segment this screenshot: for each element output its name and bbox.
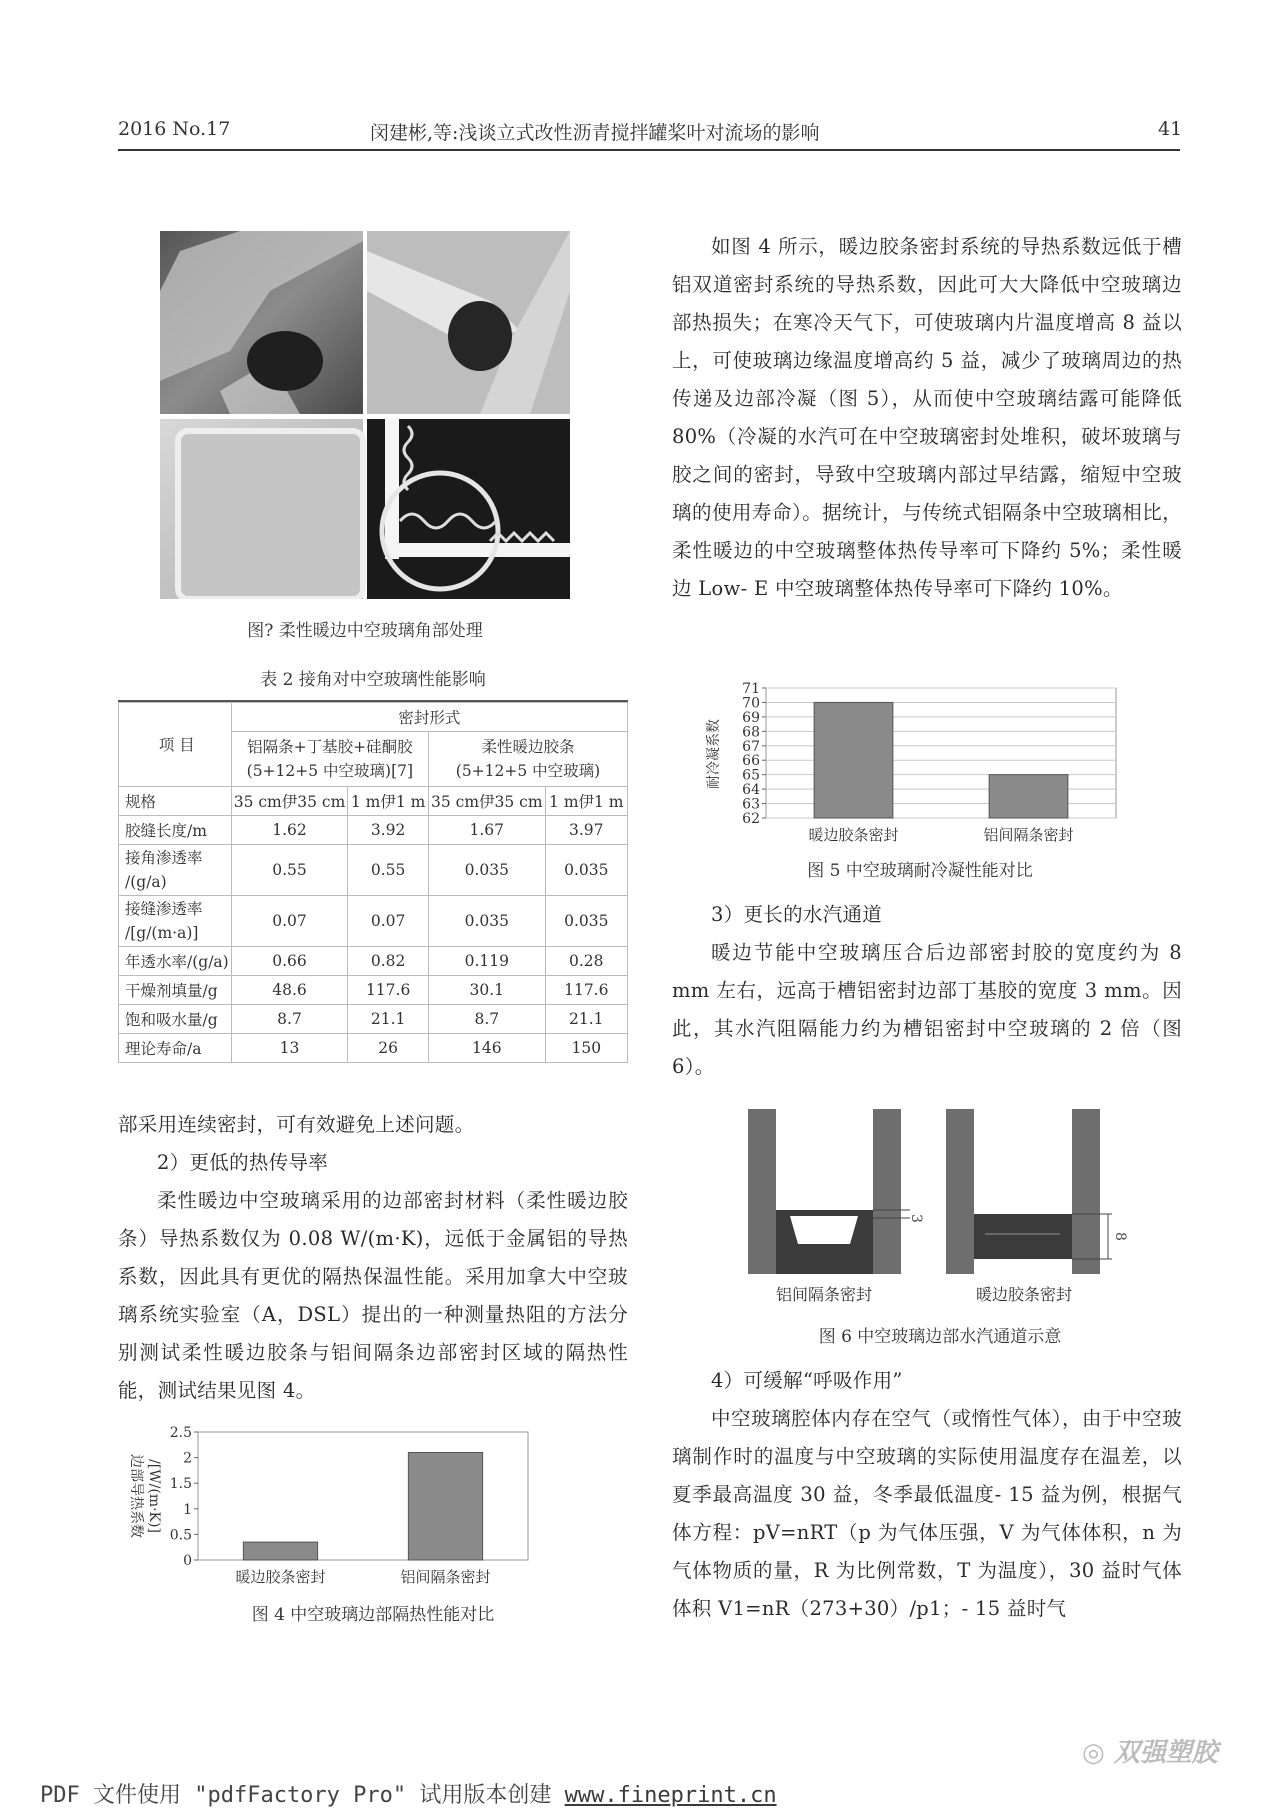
figure-3-caption: 图? 柔性暖边中空玻璃角部处理 <box>247 621 483 641</box>
running-title: 闵建彬,等:浅谈立式改性沥青搅拌罐桨叶对流场的影响 <box>370 122 820 144</box>
table-cell: 48.6 <box>231 976 348 1005</box>
bar <box>243 1542 317 1560</box>
table-cell: 0.035 <box>429 845 546 896</box>
table-cell: 0.035 <box>545 845 627 896</box>
table-2-title: 表 2 接角对中空玻璃性能影响 <box>260 670 486 690</box>
figure-4-caption: 图 4 中空玻璃边部隔热性能对比 <box>251 1605 495 1625</box>
table-cell: 1 m伊1 m <box>545 787 627 816</box>
figure-3-photos <box>160 231 570 599</box>
section-heading: 4）可缓解“呼吸作用” <box>711 1369 903 1392</box>
figure-4-chart <box>118 1420 628 1600</box>
table-cell: 117.6 <box>348 976 429 1005</box>
table-row-label: 干燥剂填量/g <box>119 976 232 1005</box>
table-row <box>119 787 628 816</box>
table-cell: 0.82 <box>348 947 429 976</box>
table-row <box>119 947 628 976</box>
figure-3-image <box>160 231 570 599</box>
table-row-label: 理论寿命/a <box>119 1034 232 1063</box>
table-row <box>119 976 628 1005</box>
table-cell: 0.119 <box>429 947 546 976</box>
table-cell: 117.6 <box>545 976 627 1005</box>
table-cell: 1 m伊1 m <box>348 787 429 816</box>
figure-6-label-right: 暖边胶条密封 <box>975 1285 1073 1304</box>
table-cell: 35 cm伊35 cm <box>231 787 348 816</box>
table-cell: 13 <box>231 1034 348 1063</box>
footer-text: PDF 文件使用 "pdfFactory Pro" 试用版本创建 <box>40 1783 565 1808</box>
table-cell: 26 <box>348 1034 429 1063</box>
table-cell: 150 <box>545 1034 627 1063</box>
table-row-label: 饱和吸水量/g <box>119 1005 232 1034</box>
table-cell: 3.97 <box>545 816 627 845</box>
pdf-footer <box>40 1778 777 1809</box>
left-column-text <box>118 1106 628 1410</box>
x-tick-label: 铝间隔条密封 <box>983 826 1074 844</box>
dimension-left: 3 <box>908 1214 924 1223</box>
paragraph: 中空玻璃腔体内存在空气（或惰性气体），由于中空玻璃制作时的温度与中空玻璃的实际使用温度存在温差，以夏季最高温度 30 益，冬季最低温度- 15 益为例，根据气体方程：pV=nRT（p 为气体压强，V 为气体体积，n 为气体物质的量，R 为比例常数，T 为温度），30 益时气体体积 V1=nR（273+30）/p1；- 15 益时气 <box>672 1407 1183 1620</box>
paragraph: 部采用连续密封，可有效避免上述问题。 <box>118 1113 475 1136</box>
y-tick-label: 67 <box>742 738 760 755</box>
paragraph: 如图 4 所示，暖边胶条密封系统的导热系数远低于槽铝双道密封系统的导热系数，因此可大大降低中空玻璃边部热损失；在寒冷天气下，可使玻璃内片温度增高 8 益以上，可使玻璃边缘温度增高约 5 益，减少了玻璃周边的热传递及边部冷凝（图 5），从而使中空玻璃结露可能降低 80%（冷凝的水汽可在中空玻璃密封处堆积，破坏玻璃与胶之间的密封，导致中空玻璃内部过早结露，缩短中空玻璃的使用寿命）。据统计，与传统式铝隔条中空玻璃相比，柔性暖边的中空玻璃整体热传导率可下降约 5%；柔性暖边 Low- E 中空玻璃整体热传导率可下降约 10%。 <box>672 235 1182 600</box>
table-cell: 3.92 <box>348 816 429 845</box>
table-row-label-line1: 接角渗透率 <box>125 849 203 867</box>
y-axis-label: 边部导热系数 <box>128 1454 144 1538</box>
y-tick-label: 0.5 <box>169 1527 192 1544</box>
table-row <box>119 845 628 896</box>
table-cell: 1.62 <box>231 816 348 845</box>
y-tick-label: 66 <box>742 753 760 770</box>
y-axis-label: /[W/(m·K)] <box>146 1459 162 1533</box>
bar <box>814 702 893 818</box>
figure-4-svg <box>118 1420 628 1600</box>
right-column-text-3 <box>672 1362 1182 1628</box>
y-tick-label: 65 <box>742 767 760 784</box>
header-rule <box>118 149 1180 151</box>
right-column-text-1 <box>672 228 1182 608</box>
figure-5-svg <box>700 680 1140 850</box>
table-head-col-b-line1: 柔性暖边胶条 <box>481 738 575 756</box>
table-cell: 0.55 <box>348 845 429 896</box>
table-row <box>119 1034 628 1063</box>
table-head-col-b-line2: (5+12+5 中空玻璃) <box>455 762 601 780</box>
table-head-group: 密封形式 <box>231 703 627 732</box>
section-heading: 2）更低的热传导率 <box>157 1151 329 1174</box>
y-tick-label: 68 <box>742 724 760 741</box>
figure-5-caption: 图 5 中空玻璃耐冷凝性能对比 <box>807 861 1033 881</box>
table-row <box>119 816 628 845</box>
y-tick-label: 69 <box>742 709 760 726</box>
table-head-col-b <box>429 732 628 787</box>
table-row-label: 规格 <box>119 787 232 816</box>
y-tick-label: 64 <box>742 782 760 799</box>
table-cell: 0.55 <box>231 845 348 896</box>
footer-link[interactable]: www.fineprint.cn <box>564 1783 777 1808</box>
table-head-col-a-line2: (5+12+5 中空玻璃)[7] <box>246 762 414 780</box>
table-row-label-line2: /[g/(m·a)] <box>125 924 199 942</box>
table-cell: 0.07 <box>348 896 429 947</box>
y-tick-label: 1 <box>183 1501 192 1518</box>
table-row-label: 胶缝长度/m <box>119 816 232 845</box>
page-number: 41 <box>1158 118 1183 140</box>
table-row-label <box>119 896 232 947</box>
y-tick-label: 62 <box>742 811 760 827</box>
wechat-watermark <box>1082 1732 1218 1769</box>
table-row <box>119 896 628 947</box>
y-tick-label: 71 <box>742 681 760 697</box>
table-row <box>119 1005 628 1034</box>
table-head-col-a <box>231 732 428 787</box>
figure-5-chart <box>700 680 1140 850</box>
paragraph: 暖边节能中空玻璃压合后边部密封胶的宽度约为 8 mm 左右，远高于槽铝密封边部丁基胶的宽度 3 mm。因此，其水汽阻隔能力约为槽铝密封中空玻璃的 2 倍（图 6）。 <box>672 941 1182 1078</box>
table-row-label <box>119 845 232 896</box>
table-cell: 1.67 <box>429 816 546 845</box>
y-tick-label: 2.5 <box>169 1425 192 1441</box>
table-cell: 0.035 <box>429 896 546 947</box>
y-tick-label: 0 <box>183 1553 192 1569</box>
table-cell: 30.1 <box>429 976 546 1005</box>
wechat-icon: ◎ <box>1082 1738 1114 1768</box>
table-cell: 0.07 <box>231 896 348 947</box>
table-cell: 0.66 <box>231 947 348 976</box>
x-tick-label: 铝间隔条密封 <box>400 1568 491 1586</box>
table-head-item: 项 目 <box>119 703 232 787</box>
y-tick-label: 63 <box>742 796 760 813</box>
y-axis-label: 耐冷凝系数 <box>706 719 722 789</box>
bar <box>989 775 1068 818</box>
y-tick-label: 70 <box>742 695 760 712</box>
table-row-label-line1: 接缝渗透率 <box>125 900 203 918</box>
dimension-right: 8 <box>1112 1232 1128 1241</box>
table-cell: 8.7 <box>429 1005 546 1034</box>
figure-6-caption: 图 6 中空玻璃边部水汽通道示意 <box>818 1327 1062 1347</box>
table-cell: 0.035 <box>545 896 627 947</box>
figure-6-diagram <box>740 1104 1140 1304</box>
right-column-text-2 <box>672 896 1182 1086</box>
y-tick-label: 1.5 <box>169 1476 192 1493</box>
figure-6-svg <box>740 1104 1140 1304</box>
y-tick-label: 2 <box>183 1450 192 1467</box>
table-cell: 21.1 <box>545 1005 627 1034</box>
table-cell: 146 <box>429 1034 546 1063</box>
table-row-label-line2: /(g/a) <box>125 873 167 891</box>
bar <box>408 1452 482 1560</box>
table-2 <box>118 702 628 1063</box>
paragraph: 柔性暖边中空玻璃采用的边部密封材料（柔性暖边胶条）导热系数仅为 0.08 W/(m·K)，远低于金属铝的导热系数，因此具有更优的隔热保温性能。采用加拿大中空玻璃系统实验室（A，DSL）提出的一种测量热阻的方法分别测试柔性暖边胶条与铝间隔条边部密封区域的隔热性能，测试结果见图 4。 <box>118 1189 628 1402</box>
table-head-col-a-line1: 铝隔条+丁基胶+硅酮胶 <box>247 738 413 756</box>
x-tick-label: 暖边胶条密封 <box>235 1568 326 1586</box>
figure-6-label-left: 铝间隔条密封 <box>775 1285 873 1304</box>
x-tick-label: 暖边胶条密封 <box>808 826 899 844</box>
watermark-text: 双强塑胶 <box>1113 1738 1218 1768</box>
table-cell: 35 cm伊35 cm <box>429 787 546 816</box>
table-cell: 0.28 <box>545 947 627 976</box>
section-heading: 3）更长的水汽通道 <box>711 903 883 926</box>
table-cell: 8.7 <box>231 1005 348 1034</box>
table-row-label: 年透水率/(g/a) <box>119 947 232 976</box>
journal-issue: 2016 No.17 <box>118 118 231 140</box>
table-cell: 21.1 <box>348 1005 429 1034</box>
